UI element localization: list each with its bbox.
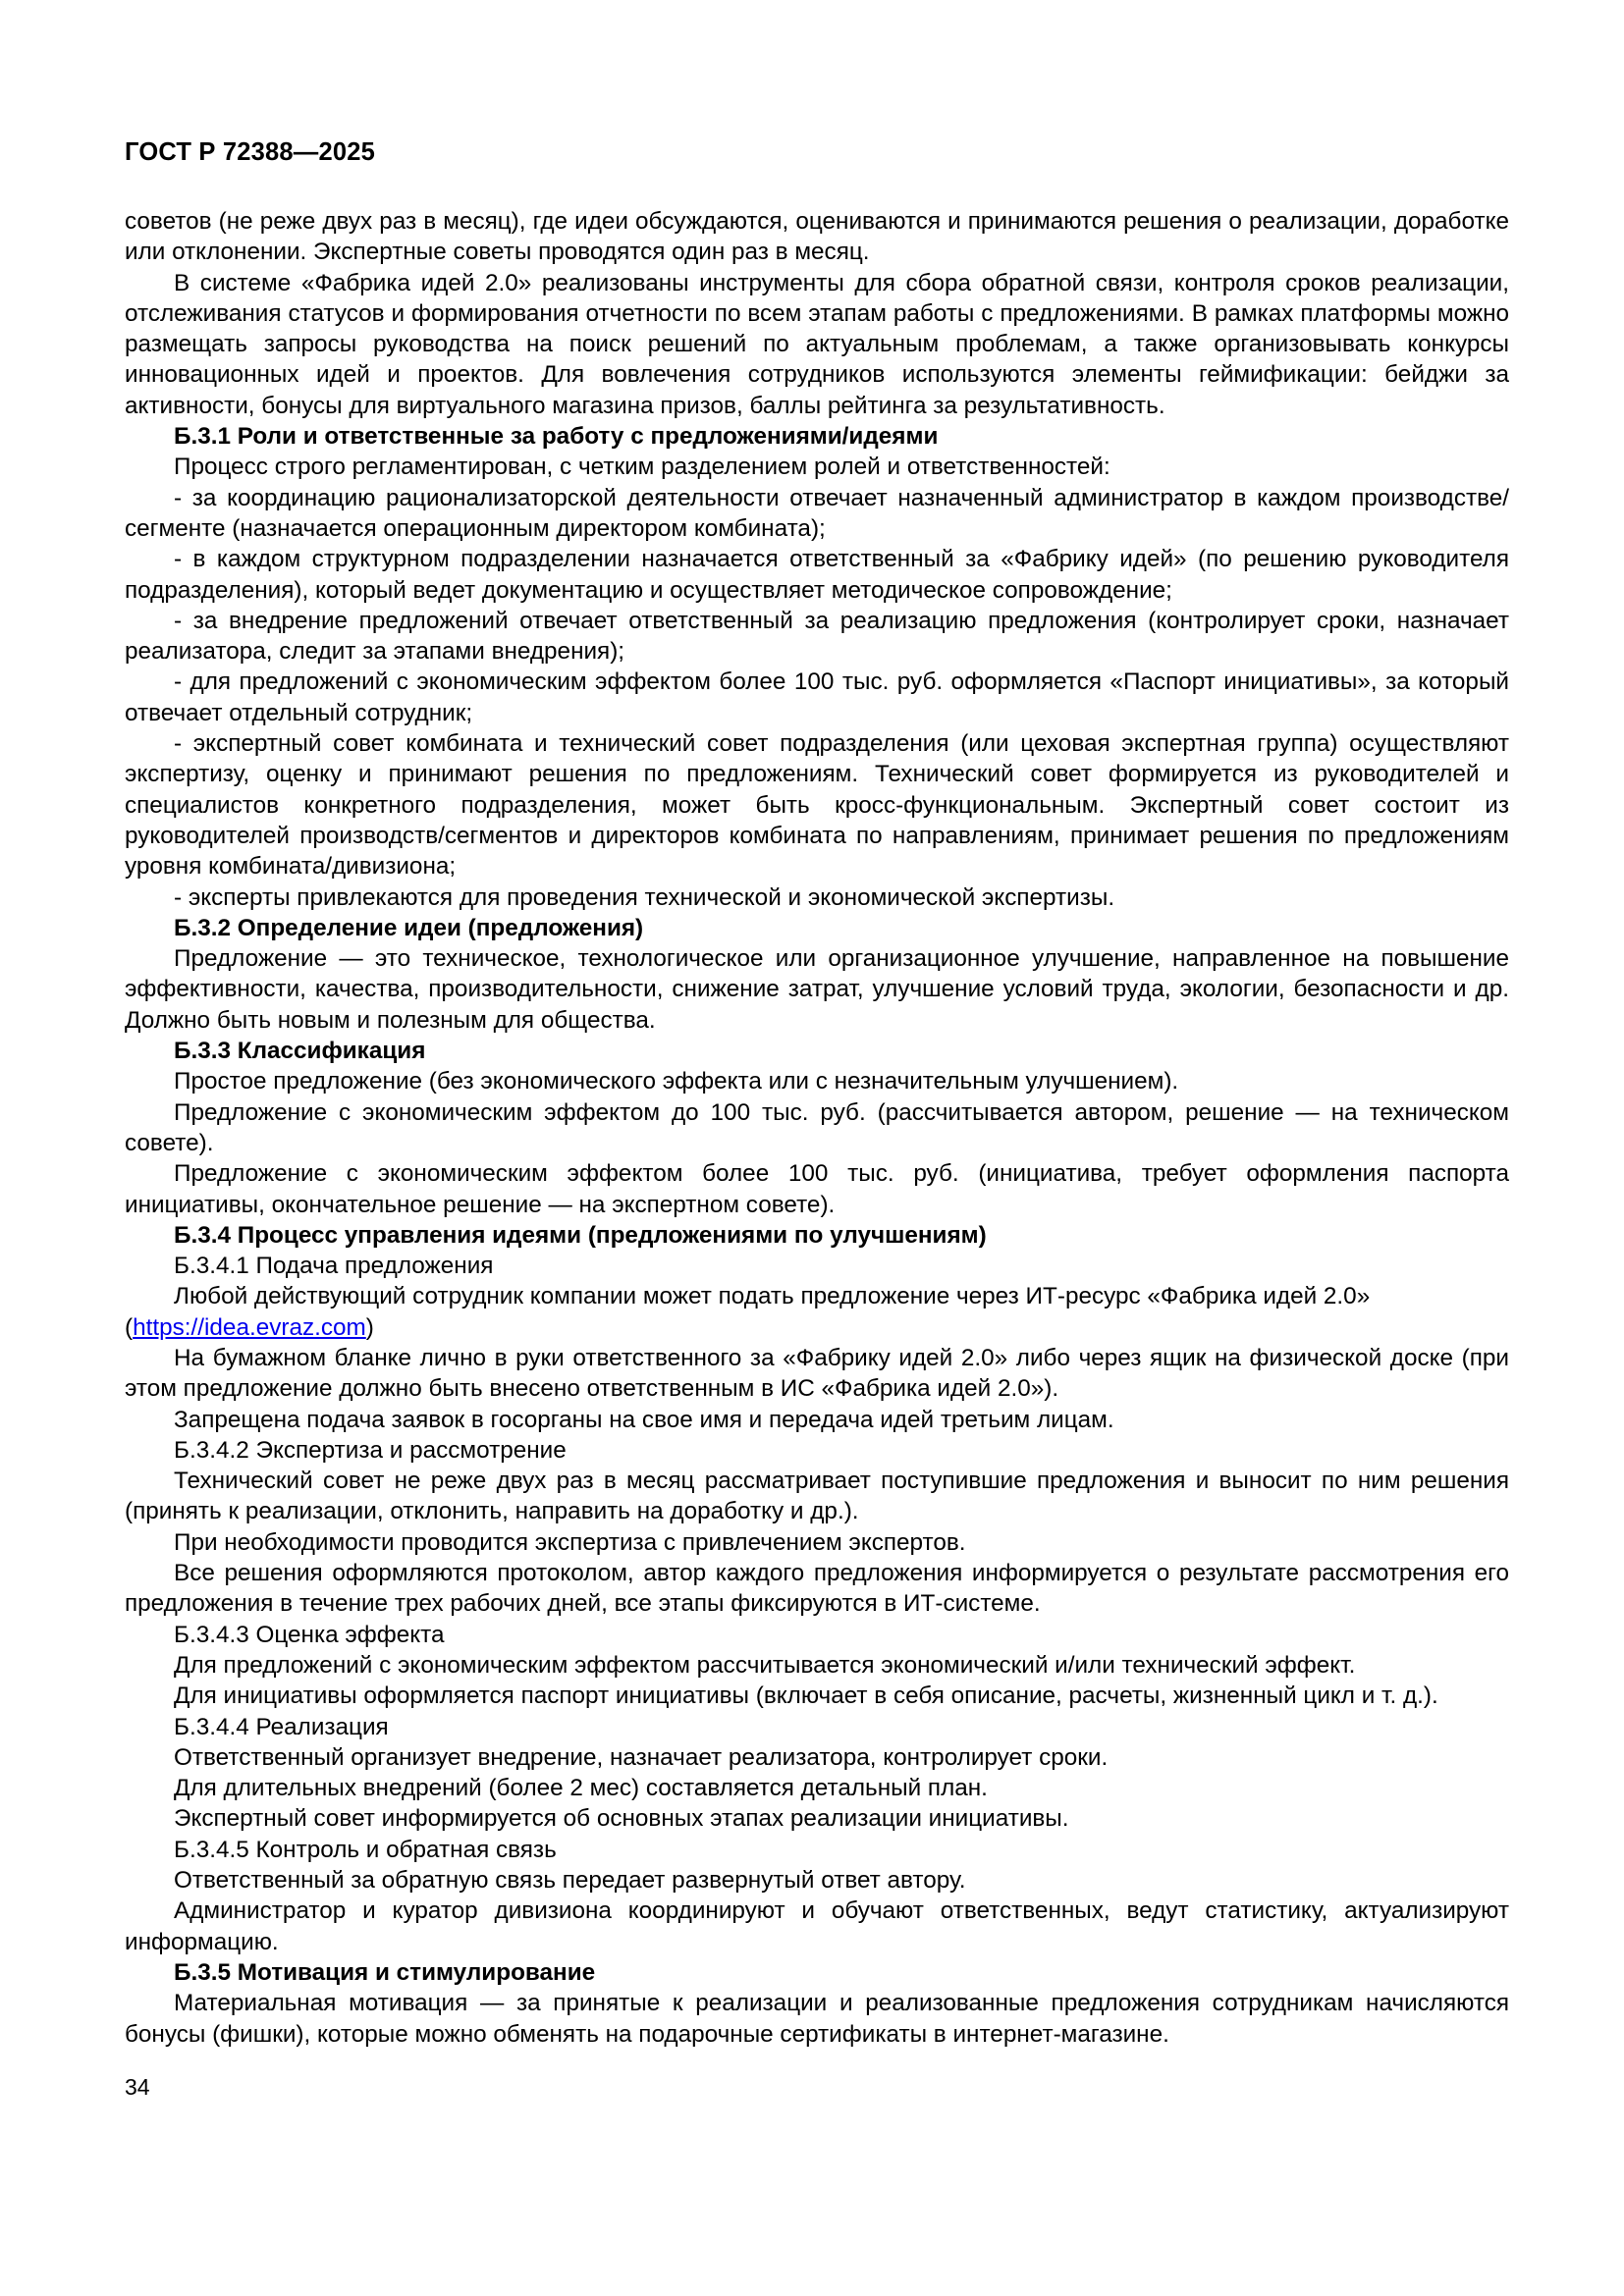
paragraph-submission-channel (125, 1281, 1509, 1343)
heading-b32: Б.3.2 Определение идеи (предложения) (174, 914, 644, 941)
paragraph-process-regulated: Процесс строго регламентирован, с четким разделением ролей и ответственностей: (174, 454, 1110, 481)
paragraph-feedback-response: Ответственный за обратную связь передает развернутый ответ автору. (174, 1867, 966, 1895)
document-body (125, 206, 1509, 2050)
paragraph-material-motivation: Материальная мотивация — за принятые к реализации и реализованные предложения сотрудникам начисляются бонусы (фишки), которые можно обменять на подарочные сертификаты в интернет-магазине. (125, 1990, 1509, 2048)
page-number: 34 (125, 2074, 150, 2100)
submission-text-after: ) (365, 1313, 374, 1341)
heading-b31: Б.3.1 Роли и ответственные за работу с предложениями/идеями (174, 423, 939, 451)
subheading-b343: Б.3.4.3 Оценка эффекта (174, 1621, 445, 1648)
paragraph-idea-definition: Предложение — это техническое, технологическое или организационное улучшение, направленное на повышение эффективности, качества, производительности, снижение затрат, улучшение условий труда, экологии, безопасности и др. Должно быть новым и полезным для общества. (125, 945, 1509, 1034)
list-item-implementation: - за внедрение предложений отвечает ответственный за реализацию предложения (контролирует сроки, назначает реализатора, следит за этапами внедрения); (125, 607, 1509, 666)
subheading-b344: Б.3.4.4 Реализация (174, 1713, 389, 1740)
paragraph-continuation: советов (не реже двух раз в месяц), где идеи обсуждаются, оцениваются и принимаются решения о реализации, доработке или отклонении. Экспертные советы проводятся один раз в месяц. (125, 208, 1509, 266)
paragraph-expert-involvement: При необходимости проводится экспертиза с привлечением экспертов. (174, 1528, 966, 1556)
subheading-b342: Б.3.4.2 Экспертиза и рассмотрение (174, 1436, 567, 1464)
list-item-experts: - эксперты привлекаются для проведения технической и экономической экспертизы. (174, 883, 1115, 911)
paragraph-protocol-decisions: Все решения оформляются протоколом, автор каждого предложения информируется о результате рассмотрения его предложения в течение трех рабочих дней, все этапы фиксируются в ИТ-системе. (125, 1560, 1509, 1618)
paragraph-initiative-passport-content: Для инициативы оформляется паспорт инициативы (включает в себя описание, расчеты, жизненный цикл и т. д.). (174, 1682, 1438, 1710)
paragraph-prohibition: Запрещена подача заявок в госорганы на свое имя и передача идей третьим лицам. (174, 1406, 1114, 1433)
subheading-b341: Б.3.4.1 Подача предложения (174, 1253, 494, 1280)
standard-header: ГОСТ Р 72388—2025 (125, 138, 376, 166)
paragraph-simple-proposal: Простое предложение (без экономического эффекта или с незначительным улучшением). (174, 1068, 1179, 1095)
paragraph-system-description: В системе «Фабрика идей 2.0» реализованы инструменты для сбора обратной связи, контроля сроков реализации, отслеживания статусов и формирования отчетности по всем этапам работы с предложениями. В рамках платформы можно размещать запросы руководства на поиск решений по актуальным проблемам, а также организовывать конкурсы инновационных идей и проектов. Для вовлечения сотрудников используются элементы геймификации: бейджи за активности, бонусы для виртуального магазина призов, баллы рейтинга за результативность. (125, 269, 1509, 419)
submission-text-before: Любой действующий сотрудник компании может подать предложение через ИТ-ресурс «Фабрика идей 2.0» ( (125, 1283, 1371, 1341)
list-item-department-responsible: - в каждом структурном подразделении назначается ответственный за «Фабрику идей» (по решению руководителя подразделения), который ведет документацию и осуществляет методическое сопровождение; (125, 546, 1509, 604)
paragraph-administrator-curator: Администратор и куратор дивизиона координируют и обучают ответственных, ведут статистику, актуализируют информацию. (125, 1897, 1509, 1955)
list-item-initiative-passport: - для предложений с экономическим эффектом более 100 тыс. руб. оформляется «Паспорт инициативы», за который отвечает отдельный сотрудник; (125, 668, 1509, 726)
paragraph-long-implementation-plan: Для длительных внедрений (более 2 мес) составляется детальный план. (174, 1775, 988, 1802)
list-item-coordination: - за координацию рационализаторской деятельности отвечает назначенный администратор в каждом производстве/сегменте (назначается операционным директором комбината); (125, 484, 1509, 542)
paragraph-responsible-organizes: Ответственный организует внедрение, назначает реализатора, контролирует сроки. (174, 1743, 1109, 1771)
heading-b33: Б.3.3 Классификация (174, 1038, 426, 1065)
idea-portal-link[interactable]: https://idea.evraz.com (133, 1313, 366, 1341)
paragraph-effect-calculation: Для предложений с экономическим эффектом рассчитывается экономический и/или технический эффект. (174, 1651, 1356, 1679)
paragraph-proposal-under-100k: Предложение с экономическим эффектом до 100 тыс. руб. (рассчитывается автором, решение — на техническом совете). (125, 1098, 1509, 1156)
paragraph-council-informed: Экспертный совет информируется об основных этапах реализации инициативы. (174, 1805, 1069, 1833)
paragraph-proposal-over-100k: Предложение с экономическим эффектом более 100 тыс. руб. (инициатива, требует оформления паспорта инициативы, окончательное решение — на экспертном совете). (125, 1160, 1509, 1218)
paragraph-paper-form: На бумажном бланке лично в руки ответственного за «Фабрику идей 2.0» либо через ящик на физической доске (при этом предложение должно быть внесено ответственным в ИС «Фабрика идей 2.0»). (125, 1344, 1509, 1403)
heading-b35: Б.3.5 Мотивация и стимулирование (174, 1958, 596, 1986)
subheading-b345: Б.3.4.5 Контроль и обратная связь (174, 1836, 557, 1863)
list-item-expert-council: - экспертный совет комбината и технический совет подразделения (или цеховая экспертная группа) осуществляют экспертизу, оценку и принимают решения по предложениям. Технический совет формируется из руководителей и специалистов конкретного подразделения, может быть кросс-функциональным. Экспертный совет состоит из руководителей производств/сегментов и директоров комбината по направлениям, принимает решения по предложениям уровня комбината/дивизиона; (125, 730, 1509, 881)
heading-b34: Б.3.4 Процесс управления идеями (предложениями по улучшениям) (174, 1221, 987, 1249)
paragraph-technical-council-review: Технический совет не реже двух раз в месяц рассматривает поступившие предложения и выносит по ним решения (принять к реализации, отклонить, направить на доработку и др.). (125, 1468, 1509, 1525)
